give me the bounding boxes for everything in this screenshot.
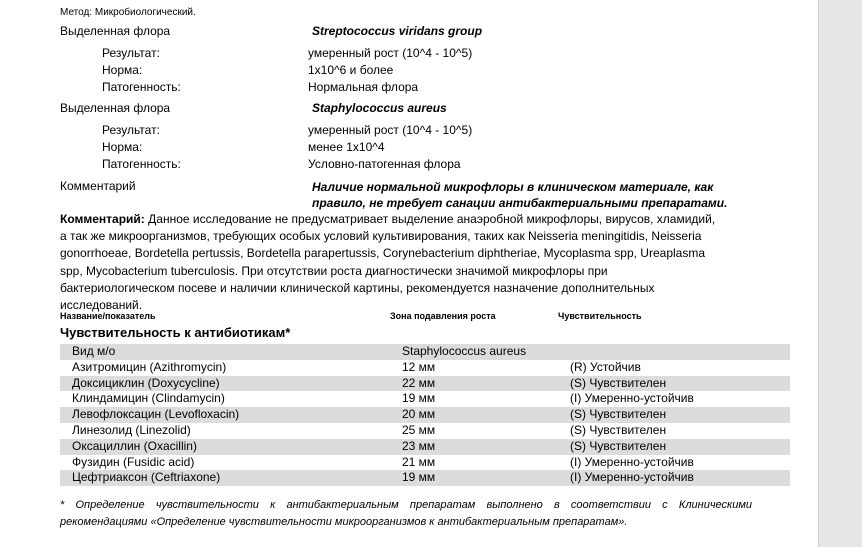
organism-label: Вид м/о xyxy=(60,344,402,360)
table-row xyxy=(60,391,790,407)
organism-name: Staphylococcus aureus xyxy=(402,344,570,360)
column-header-zone: Зона подавления роста xyxy=(390,311,496,321)
antibiotic-name: Азитромицин (Azithromycin) xyxy=(60,360,402,376)
table-row xyxy=(60,439,790,455)
table-row xyxy=(60,470,790,486)
flora-organism-name: Staphylococcus aureus xyxy=(312,101,447,115)
zone-value: 25 мм xyxy=(402,423,570,439)
zone-value: 21 мм xyxy=(402,455,570,471)
sensitivity-value: (I) Умеренно-устойчив xyxy=(570,470,790,486)
comment-label: Комментарий xyxy=(60,179,136,193)
sensitivity-value: (S) Чувствителен xyxy=(570,376,790,392)
antibiotic-name: Оксациллин (Oxacillin) xyxy=(60,439,402,455)
result-label: Результат: xyxy=(102,46,160,60)
antibiotic-name: Клиндамицин (Clindamycin) xyxy=(60,391,402,407)
antibiotic-name: Доксициклин (Doxycycline) xyxy=(60,376,402,392)
zone-value: 12 мм xyxy=(402,360,570,376)
pathogenicity-label: Патогенность: xyxy=(102,157,181,171)
zone-value: 22 мм xyxy=(402,376,570,392)
zone-value: 19 мм xyxy=(402,470,570,486)
sensitivity-value: (I) Умеренно-устойчив xyxy=(570,455,790,471)
table-row xyxy=(60,376,790,392)
antibiotic-name: Левофлоксацин (Levofloxacin) xyxy=(60,407,402,423)
antibiotic-name: Фузидин (Fusidic acid) xyxy=(60,455,402,471)
norm-label: Норма: xyxy=(102,63,143,77)
table-row xyxy=(60,407,790,423)
result-value: умеренный рост (10^4 - 10^5) xyxy=(308,123,473,137)
pathogenicity-label: Патогенность: xyxy=(102,80,181,94)
column-header-name: Название/показатель xyxy=(60,311,156,321)
sensitivity-value: (S) Чувствителен xyxy=(570,439,790,455)
flora-label: Выделенная флора xyxy=(60,24,171,38)
zone-value: 23 мм xyxy=(402,439,570,455)
sensitivity-value: (S) Чувствителен xyxy=(570,407,790,423)
norm-value: менее 1x10^4 xyxy=(308,140,385,154)
sensitivity-value: (S) Чувствителен xyxy=(570,423,790,439)
table-row xyxy=(60,344,790,360)
sensitivity-title: Чувствительность к антибиотикам* xyxy=(60,325,291,340)
antibiogram-table xyxy=(60,344,790,486)
flora-label: Выделенная флора xyxy=(60,101,171,115)
comment-text: Наличие нормальной микрофлоры в клиническом материале, как правило, не требует санации антибактериальными препаратами. xyxy=(312,180,728,210)
pathogenicity-value: Нормальная флора xyxy=(308,80,419,94)
result-value: умеренный рост (10^4 - 10^5) xyxy=(308,46,473,60)
norm-label: Норма: xyxy=(102,140,143,154)
sensitivity-value: (R) Устойчив xyxy=(570,360,790,376)
norm-value: 1x10^6 и более xyxy=(308,63,394,77)
zone-value: 20 мм xyxy=(402,407,570,423)
antibiotic-name: Линезолид (Linezolid) xyxy=(60,423,402,439)
method-line: Метод: Микробиологический. xyxy=(60,7,196,18)
lab-comment-text: Данное исследование не предусматривает выделение анаэробной микрофлоры, вирусов, хламидий, а так же микроорганизмов, требующих особых условий культивирования, таких как Neisseria meningitidis, Neisseria gonorrhoeae, Bordetella pertussis, Bordetella parapertussis, Corynebacterium diphtheriae, Mycoplasma spp, Ureaplasma spp, Mycobacterium tuberculosis. При отсутствии роста диагностически значимой микрофлоры при бактериологическом посеве и наличии клинической картины, рекомендуется назначение дополнительных исследований. xyxy=(60,212,716,313)
column-header-sensitivity: Чувствительность xyxy=(558,311,642,321)
empty-cell xyxy=(570,344,790,360)
lab-comment xyxy=(60,211,722,314)
footnote: * Определение чувствительности к антибактериальным препаратам выполнено в соответствии с Клиническими рекомендациями «Определение чувствительности микроорганизмов к антибактериальным препаратам». xyxy=(60,499,752,528)
table-row xyxy=(60,360,790,376)
antibiotic-name: Цефтриаксон (Ceftriaxone) xyxy=(60,470,402,486)
sensitivity-value: (I) Умеренно-устойчив xyxy=(570,391,790,407)
flora-organism-name: Streptococcus viridans group xyxy=(312,24,483,38)
pathogenicity-value: Условно-патогенная флора xyxy=(308,157,461,171)
result-label: Результат: xyxy=(102,123,160,137)
zone-value: 19 мм xyxy=(402,391,570,407)
table-row xyxy=(60,455,790,471)
lab-comment-label: Комментарий: xyxy=(60,212,145,226)
table-row xyxy=(60,423,790,439)
